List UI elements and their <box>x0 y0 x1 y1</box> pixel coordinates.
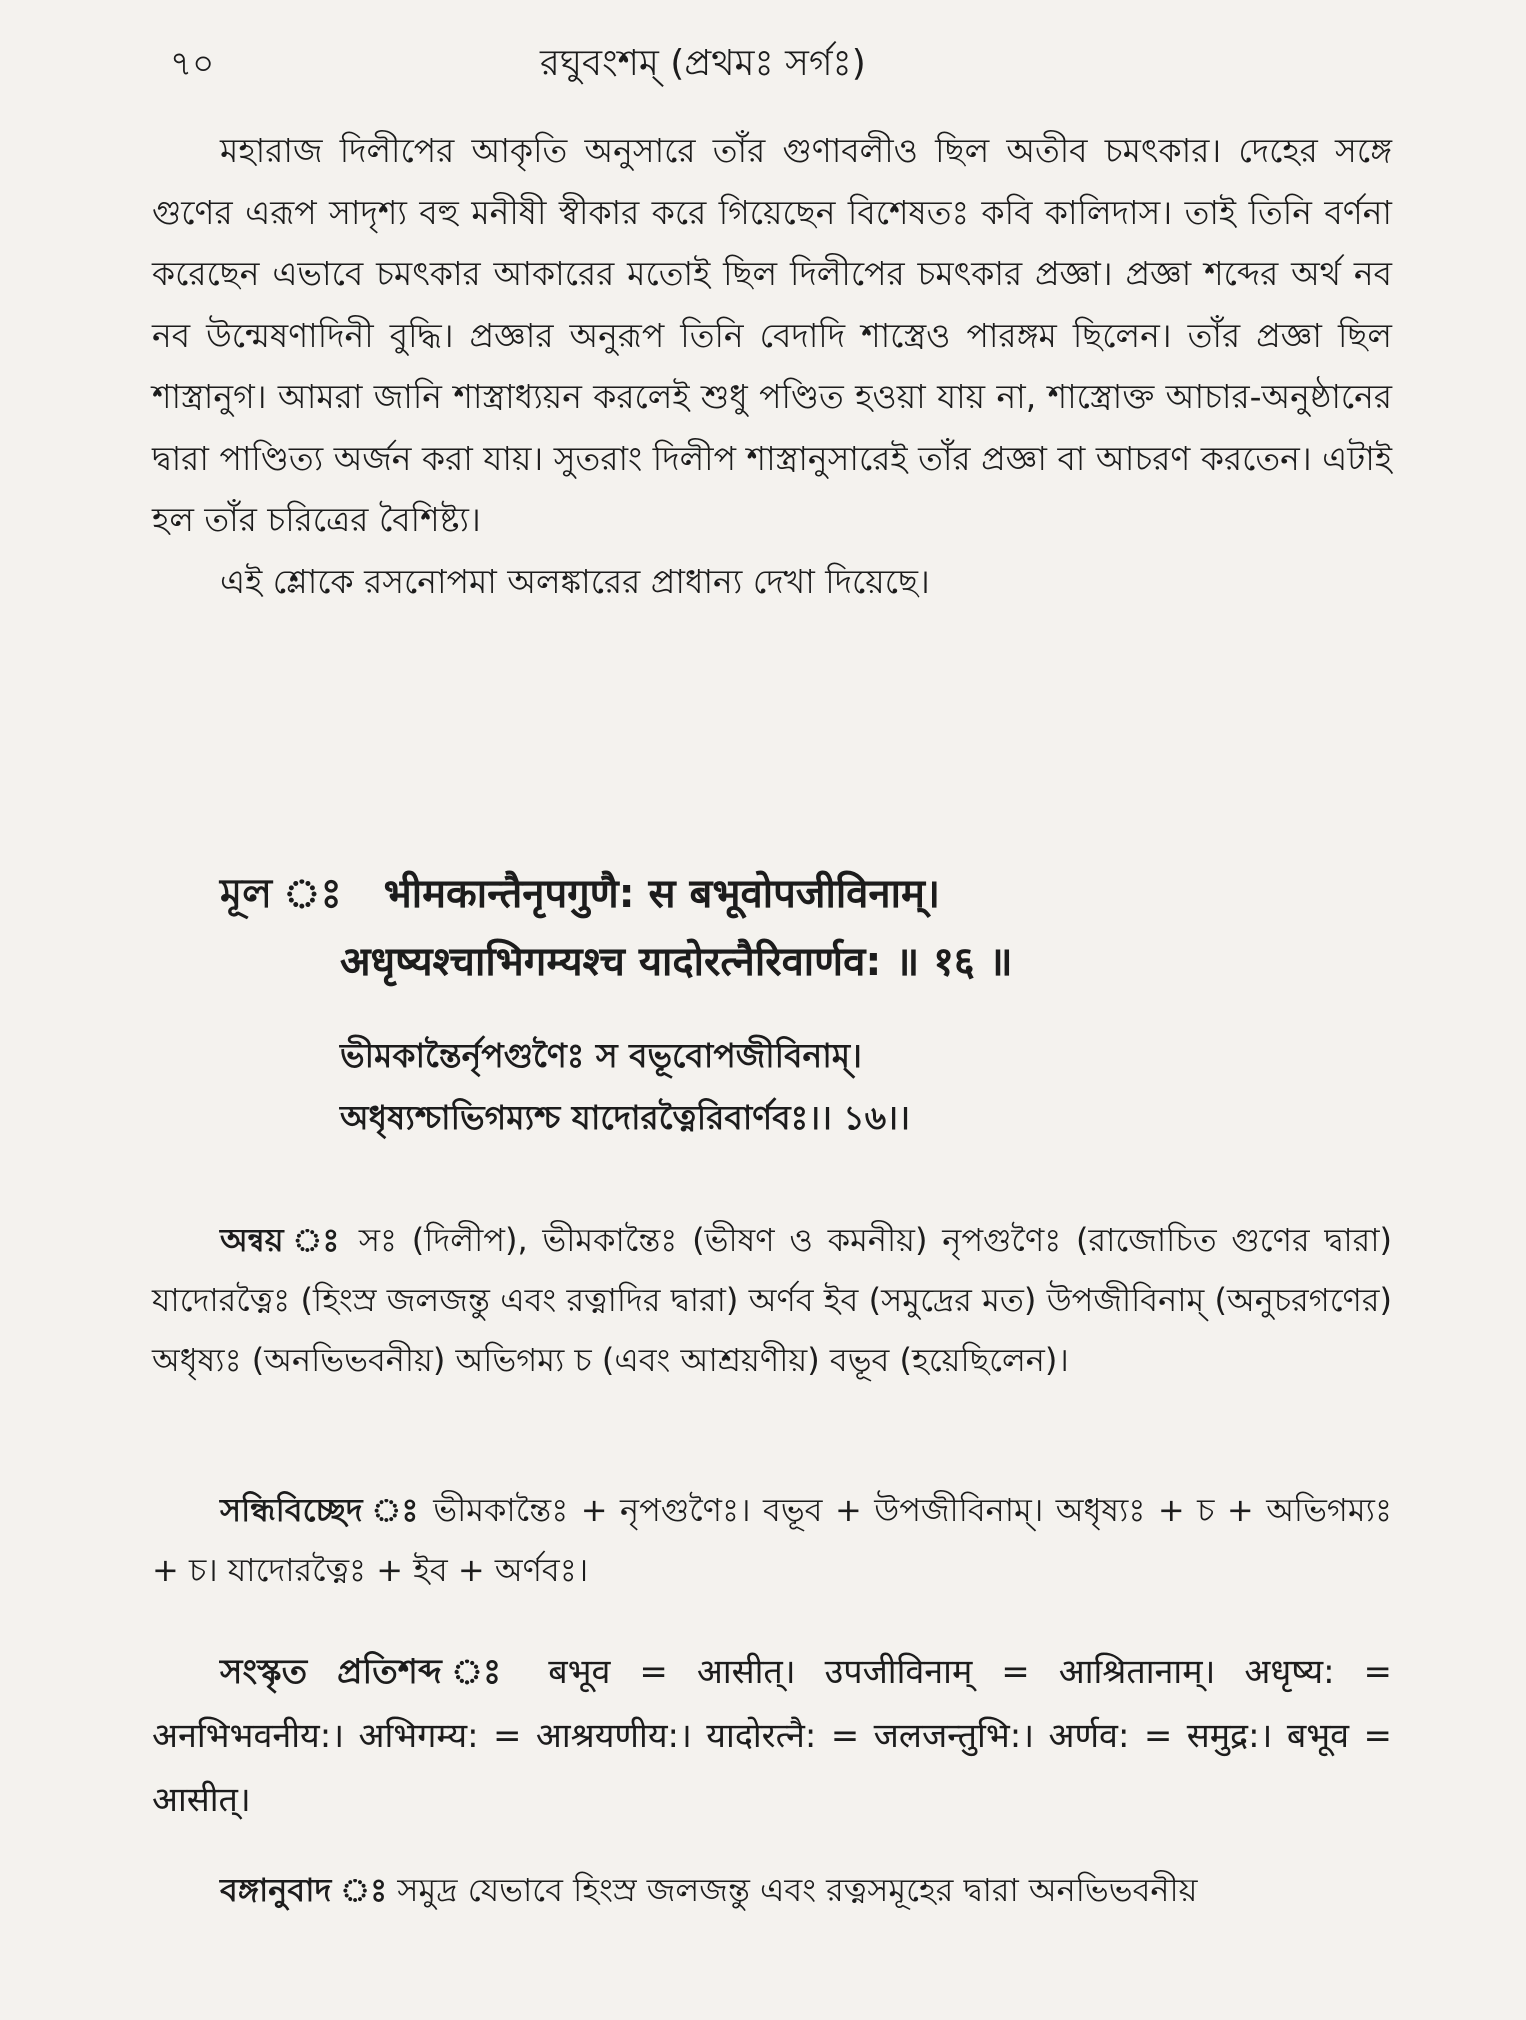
verse-devanagari <box>220 860 1370 996</box>
page-number: ৭০ <box>170 44 215 84</box>
verse-line-1 <box>220 860 1370 928</box>
anubad-label: বঙ্গানুবাদ ঃ <box>220 1871 388 1909</box>
verse-bengali-line-2: অধৃষ্যশ্চাভিগম্যশ্চ যাদোরত্নৈরিবার্ণবঃ।। ১৬।। <box>340 1098 910 1137</box>
pratishabda-label: সংস্কৃত প্রতিশব্দ ঃ <box>220 1652 520 1692</box>
commentary-text <box>152 120 1392 612</box>
verse-devanagari-line-1: भीमकान्तैनृपगुणै: स बभूवोपजीविनाम्। <box>383 871 941 917</box>
anvaya-text: সঃ (দিলীপ), ভীমকান্তৈঃ (ভীষণ ও কমনীয়) নৃপগুণৈঃ (রাজোচিত গুণের দ্বারা) যাদোরত্নৈঃ (হিংস্র জলজন্তু এবং রত্নাদির দ্বারা) অর্ণব ইব (সমুদ্রের মত) উপজীবিনাম্ (অনুচরগণের) অধৃষ্যঃ (অনভিভবনীয়) অভিগম্য চ (এবং আশ্রয়ণীয়) বভূব (হয়েছিলেন)। <box>152 1221 1393 1379</box>
pratishabda-text: बभूव = आसीत्। उपजीविनाम् = आश्रितानाम्। अधृष्य: = अनभिभवनीय:। अभिगम्य: = आश्रयणीय:। यादोरत्नै: = जलजन्तुभि:। अर्णव: = समुद्र:। बभूव = आसीत्। <box>152 1652 1392 1820</box>
commentary-paragraph: মহারাজ দিলীপের আকৃতি অনুসারে তাঁর গুণাবলীও ছিল অতীব চমৎকার। দেহের সঙ্গে গুণের এরূপ সাদৃশ্য বহু মনীষী স্বীকার করে গিয়েছেন বিশেষতঃ কবি কালিদাস। তাই তিনি বর্ণনা করেছেন এভাবে চমৎকার আকারের মতোই ছিল দিলীপের চমৎকার প্রজ্ঞা। প্রজ্ঞা শব্দের অর্থ নব নব উন্মেষণাদিনী বুদ্ধি। প্রজ্ঞার অনুরূপ তিনি বেদাদি শাস্ত্রেও পারঙ্গম ছিলেন। তাঁর প্রজ্ঞা ছিল শাস্ত্রানুগ। আমরা জানি শাস্ত্রাধ্যয়ন করলেই শুধু পণ্ডিত হওয়া যায় না, শাস্ত্রোক্ত আচার-অনুষ্ঠানের দ্বারা পাণ্ডিত্য অর্জন করা যায়। সুতরাং দিলীপ শাস্ত্রানুসারেই তাঁর প্রজ্ঞা বা আচরণ করতেন। এটাই হল তাঁর চরিত্রের বৈশিষ্ট্য। <box>152 131 1392 539</box>
sandhi-label: সন্ধিবিচ্ছেদ ঃ <box>220 1491 421 1529</box>
anubad-text: সমুদ্র যেভাবে হিংস্র জলজন্তু এবং রত্নসমূহের দ্বারা অনভিভবনীয় <box>397 1871 1198 1909</box>
verse-label: মূল ঃ <box>220 871 342 917</box>
verse-bengali <box>340 1025 1490 1149</box>
verse-bengali-line-1: ভীমকান্তৈর্নৃপগুণৈঃ স বভূবোপজীবিনাম্। <box>340 1036 862 1075</box>
anvaya-label: অন্বয় ঃ <box>220 1221 345 1259</box>
alankara-note: এই শ্লোকে রসনোপমা অলঙ্কারের প্রাধান্য দেখা দিয়েছে। <box>220 561 930 601</box>
page-header <box>160 28 1390 88</box>
sandhi-section <box>152 1480 1392 1600</box>
anvaya-section <box>152 1210 1392 1390</box>
verse-devanagari-line-2: अधृष्यश्चाभिगम्यश्च यादोरत्नैरिवार्णव: ॥ १६ ॥ <box>340 939 1013 985</box>
running-title: রঘুবংশম্ (প্রথমঃ সর্গঃ) <box>540 43 866 84</box>
pratishabda-section <box>152 1640 1392 1832</box>
sandhi-text: ভীমকান্তৈঃ + নৃপগুণৈঃ। বভূব + উপজীবিনাম্। অধৃষ্যঃ + চ + অভিগম্যঃ + চ। যাদোরত্নৈঃ + ইব + অর্ণবঃ। <box>152 1491 1393 1589</box>
anubad-section <box>152 1860 1392 1920</box>
